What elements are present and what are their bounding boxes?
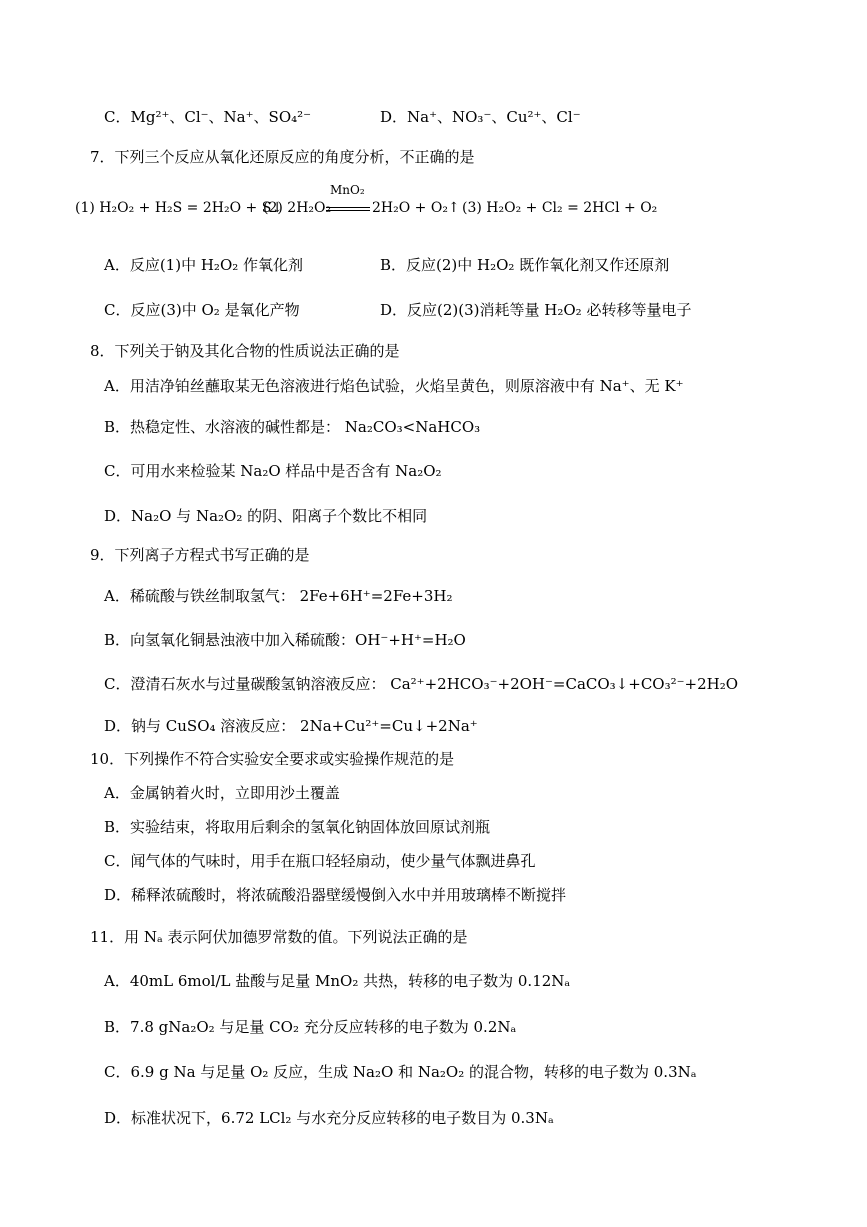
q7-equation-2-right: 2H₂O + O₂↑ <box>372 200 460 216</box>
q11-stem: 11．用 Nₐ 表示阿伏加德罗常数的值。下列说法正确的是 <box>90 928 468 946</box>
q9-option-a: A．稀硫酸与铁丝制取氢气： 2Fe+6H⁺=2Fe+3H₂ <box>104 587 453 605</box>
q7-option-b: B．反应(2)中 H₂O₂ 既作氧化剂又作还原剂 <box>380 256 670 274</box>
q10-option-a: A．金属钠着火时，立即用沙土覆盖 <box>104 784 340 802</box>
q7-equation-1: (1) H₂O₂ + H₂S = 2H₂O + S↓ <box>75 200 284 216</box>
q7-stem: 7．下列三个反应从氧化还原反应的角度分析，不正确的是 <box>90 148 475 166</box>
q8-option-b: B．热稳定性、水溶液的碱性都是： Na₂CO₃<NaHCO₃ <box>104 418 481 436</box>
q10-option-c: C．闻气体的气味时，用手在瓶口轻轻扇动，使少量气体飘进鼻孔 <box>104 852 536 870</box>
q11-option-c: C．6.9 g Na 与足量 O₂ 反应，生成 Na₂O 和 Na₂O₂ 的混合物，转移的电子数为 0.3Nₐ <box>104 1063 697 1081</box>
q7-equation-2-equals-sign <box>326 207 370 211</box>
q7-equation-3: (3) H₂O₂ + Cl₂ = 2HCl + O₂ <box>462 200 658 216</box>
q9-option-c: C．澄清石灰水与过量碳酸氢钠溶液反应： Ca²⁺+2HCO₃⁻+2OH⁻=CaCO₃↓+CO₃²⁻+2H₂O <box>104 675 739 693</box>
q8-option-c: C．可用水来检验某 Na₂O 样品中是否含有 Na₂O₂ <box>104 462 442 480</box>
q9-stem: 9．下列离子方程式书写正确的是 <box>90 546 310 564</box>
q8-option-a: A．用洁净铂丝蘸取某无色溶液进行焰色试验，火焰呈黄色，则原溶液中有 Na⁺、无 K⁺ <box>104 377 684 395</box>
q6-option-c: C．Mg²⁺、Cl⁻、Na⁺、SO₄²⁻ <box>104 108 312 126</box>
q11-option-a: A．40mL 6mol/L 盐酸与足量 MnO₂ 共热，转移的电子数为 0.12Nₐ <box>104 972 571 990</box>
q11-option-d: D．标准状况下，6.72 LCl₂ 与水充分反应转移的电子数目为 0.3Nₐ <box>104 1109 554 1127</box>
q11-option-b: B．7.8 gNa₂O₂ 与足量 CO₂ 充分反应转移的电子数为 0.2Nₐ <box>104 1018 517 1036</box>
q9-option-d: D．钠与 CuSO₄ 溶液反应： 2Na+Cu²⁺=Cu↓+2Na⁺ <box>104 717 478 735</box>
q6-option-d: D．Na⁺、NO₃⁻、Cu²⁺、Cl⁻ <box>380 108 581 126</box>
q7-equation-2-left: (2) 2H₂O₂ <box>263 200 332 216</box>
q10-option-d: D．稀释浓硫酸时，将浓硫酸沿器壁缓慢倒入水中并用玻璃棒不断搅拌 <box>104 886 567 904</box>
q7-option-c: C．反应(3)中 O₂ 是氧化产物 <box>104 301 300 319</box>
q10-stem: 10．下列操作不符合实验安全要求或实验操作规范的是 <box>90 750 455 768</box>
q7-option-d: D．反应(2)(3)消耗等量 H₂O₂ 必转移等量电子 <box>380 301 692 319</box>
q8-option-d: D．Na₂O 与 Na₂O₂ 的阴、阳离子个数比不相同 <box>104 507 428 525</box>
q9-option-b: B．向氢氧化铜悬浊液中加入稀硫酸：OH⁻+H⁺=H₂O <box>104 631 466 649</box>
q8-stem: 8．下列关于钠及其化合物的性质说法正确的是 <box>90 342 400 360</box>
q7-option-a: A．反应(1)中 H₂O₂ 作氧化剂 <box>104 256 304 274</box>
q7-equation-2-condition: MnO₂ <box>330 183 365 197</box>
q10-option-b: B．实验结束，将取用后剩余的氢氧化钠固体放回原试剂瓶 <box>104 818 491 836</box>
